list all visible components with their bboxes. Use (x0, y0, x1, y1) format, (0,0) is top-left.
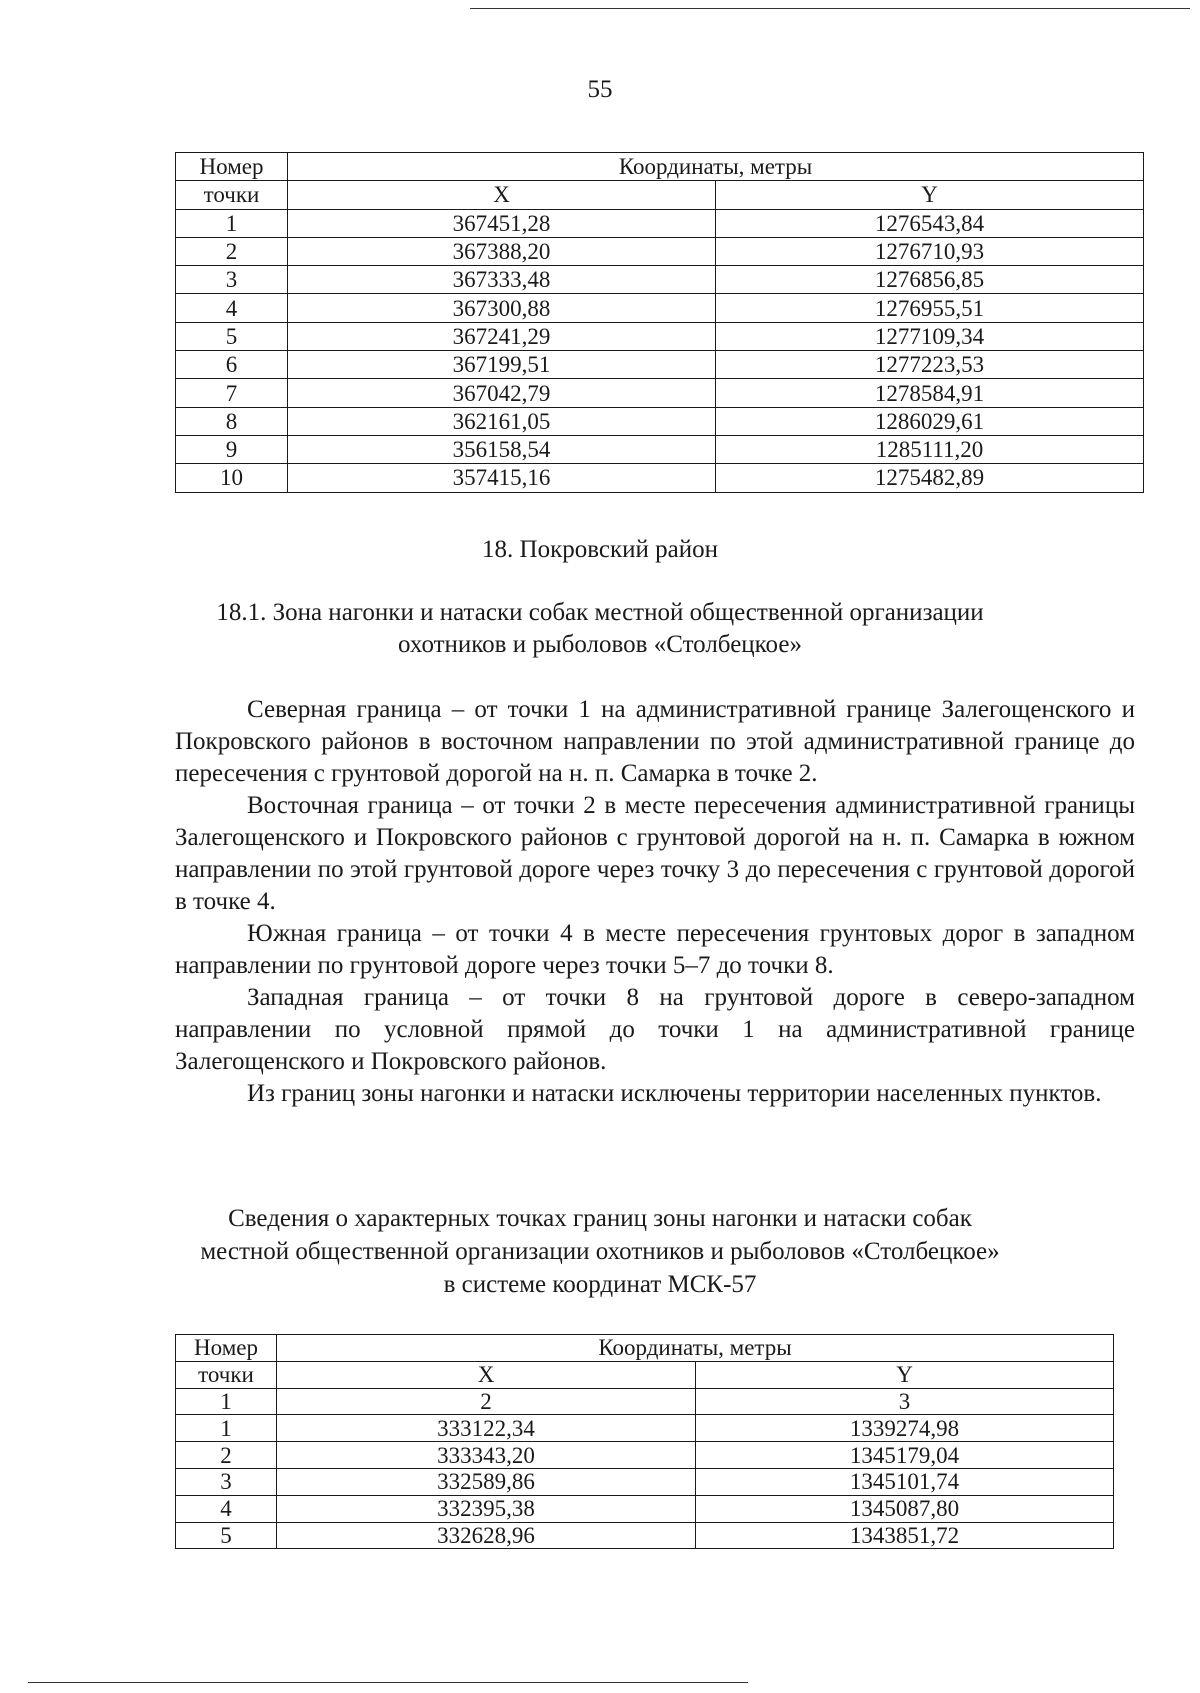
x-coordinate-cell: 332589,86 (277, 1468, 696, 1495)
x-coordinate-cell: 362161,05 (288, 407, 716, 435)
table-row (176, 294, 1144, 322)
x-coordinate-cell: 367300,88 (288, 294, 716, 322)
y-header: Y (696, 1361, 1114, 1388)
table-header-row (176, 153, 1144, 181)
point-number-cell: 6 (176, 351, 288, 379)
south-boundary-paragraph: Южная граница – от точки 4 в месте пересечения грунтовых дорог в западном направлении по грунтовой дороге через точки 5–7 до точки 8. (175, 920, 1135, 979)
y-coordinate-cell: 1343851,72 (696, 1522, 1114, 1549)
y-coordinate-cell: 1345101,74 (696, 1468, 1114, 1495)
y-coordinate-cell: 1286029,61 (716, 407, 1144, 435)
point-number-header: точки (176, 181, 288, 209)
table-row (176, 237, 1144, 265)
table-row (176, 209, 1144, 237)
table-row (176, 266, 1144, 294)
x-coordinate-cell: 367388,20 (288, 237, 716, 265)
x-coordinate-cell: 367333,48 (288, 266, 716, 294)
coordinates-header: Координаты, метры (288, 153, 1144, 181)
x-coordinate-cell: 332395,38 (277, 1495, 696, 1522)
x-coordinate-cell: 367451,28 (288, 209, 716, 237)
x-coordinate-cell: 367241,29 (288, 322, 716, 350)
y-coordinate-cell: 1285111,20 (716, 435, 1144, 463)
point-number-cell: 7 (176, 379, 288, 407)
column-number-row (176, 1388, 1114, 1415)
table-row (176, 1442, 1114, 1469)
table-row (176, 435, 1144, 463)
y-coordinate-cell: 1339274,98 (696, 1415, 1114, 1442)
point-number-cell: 5 (176, 1522, 277, 1549)
x-coordinate-cell: 357415,16 (288, 464, 716, 492)
point-number-cell: 2 (176, 1442, 277, 1469)
page-number: 55 (587, 76, 613, 103)
y-header: Y (716, 181, 1144, 209)
x-coordinate-cell: 367199,51 (288, 351, 716, 379)
east-boundary-paragraph: Восточная граница – от точки 2 в месте пересечения административной границы Залегощенского и Покровского районов с грунтовой дорогой на н. п. Самарка в южном направлении по этой грунтовой дороге через точку 3 до пересечения с грунтовой дорогой в точке 4. (175, 792, 1135, 915)
y-coordinate-cell: 1278584,91 (716, 379, 1144, 407)
point-number-cell: 3 (176, 266, 288, 294)
x-header: X (288, 181, 716, 209)
column-number: 1 (176, 1388, 277, 1415)
point-number-cell: 8 (176, 407, 288, 435)
boundary-description (175, 694, 1135, 1110)
point-number-cell: 3 (176, 1468, 277, 1495)
point-number-cell: 9 (176, 435, 288, 463)
point-number-cell: 1 (176, 1415, 277, 1442)
top-scan-rule (470, 8, 1190, 9)
y-coordinate-cell: 1276955,51 (716, 294, 1144, 322)
table-row (176, 407, 1144, 435)
x-header: X (277, 1361, 696, 1388)
exclusions-paragraph: Из границ зоны нагонки и натаски исключены территории населенных пунктов. (247, 1080, 1102, 1107)
table-row (176, 1522, 1114, 1549)
point-number-header: Номер (176, 1335, 277, 1362)
table-2-caption (0, 1202, 1200, 1301)
y-coordinate-cell: 1345087,80 (696, 1495, 1114, 1522)
column-number: 2 (277, 1388, 696, 1415)
north-boundary-paragraph: Северная граница – от точки 1 на административной границе Залегощенского и Покровского районов в восточном направлении по этой административной границе до пересечения с грунтовой дорогой на н. п. Самарка в точке 2. (175, 696, 1135, 787)
coordinates-table-1 (175, 152, 1144, 493)
y-coordinate-cell: 1276856,85 (716, 266, 1144, 294)
west-boundary-paragraph: Западная граница – от точки 8 на грунтовой дороге в северо-западном направлении по условной прямой до точки 1 на административной границе Залегощенского и Покровского районов. (175, 984, 1135, 1075)
x-coordinate-cell: 332628,96 (277, 1522, 696, 1549)
y-coordinate-cell: 1276710,93 (716, 237, 1144, 265)
y-coordinate-cell: 1276543,84 (716, 209, 1144, 237)
point-number-cell: 5 (176, 322, 288, 350)
coordinates-header: Координаты, метры (277, 1335, 1114, 1362)
section-title: 18. Покровский район (482, 536, 718, 563)
point-number-cell: 4 (176, 294, 288, 322)
point-number-cell: 1 (176, 209, 288, 237)
x-coordinate-cell: 367042,79 (288, 379, 716, 407)
x-coordinate-cell: 333343,20 (277, 1442, 696, 1469)
coordinates-table-2 (175, 1334, 1114, 1549)
point-number-header: Номер (176, 153, 288, 181)
table-row (176, 379, 1144, 407)
table-row (176, 1415, 1114, 1442)
bottom-scan-rule (28, 1682, 748, 1683)
y-coordinate-cell: 1345179,04 (696, 1442, 1114, 1469)
x-coordinate-cell: 333122,34 (277, 1415, 696, 1442)
caption-line: в системе координат МСК-57 (443, 1271, 757, 1298)
subsection-title-line: охотников и рыболовов «Столбецкое» (398, 631, 802, 658)
caption-line: местной общественной организации охотников и рыболовов «Столбецкое» (200, 1238, 1000, 1265)
y-coordinate-cell: 1275482,89 (716, 464, 1144, 492)
x-coordinate-cell: 356158,54 (288, 435, 716, 463)
caption-line: Сведения о характерных точках границ зоны нагонки и натаски собак (228, 1205, 972, 1232)
point-number-cell: 4 (176, 1495, 277, 1522)
point-number-header: точки (176, 1361, 277, 1388)
table-row (176, 322, 1144, 350)
y-coordinate-cell: 1277109,34 (716, 322, 1144, 350)
point-number-cell: 2 (176, 237, 288, 265)
table-header-row (176, 1335, 1114, 1362)
subsection-title-line: 18.1. Зона нагонки и натаски собак местной общественной организации (216, 599, 984, 626)
subsection-title (0, 597, 1200, 661)
table-row (176, 351, 1144, 379)
table-row (176, 464, 1144, 492)
column-number: 3 (696, 1388, 1114, 1415)
table-row (176, 1468, 1114, 1495)
table-header-row (176, 1361, 1114, 1388)
y-coordinate-cell: 1277223,53 (716, 351, 1144, 379)
table-header-row (176, 181, 1144, 209)
table-row (176, 1495, 1114, 1522)
point-number-cell: 10 (176, 464, 288, 492)
